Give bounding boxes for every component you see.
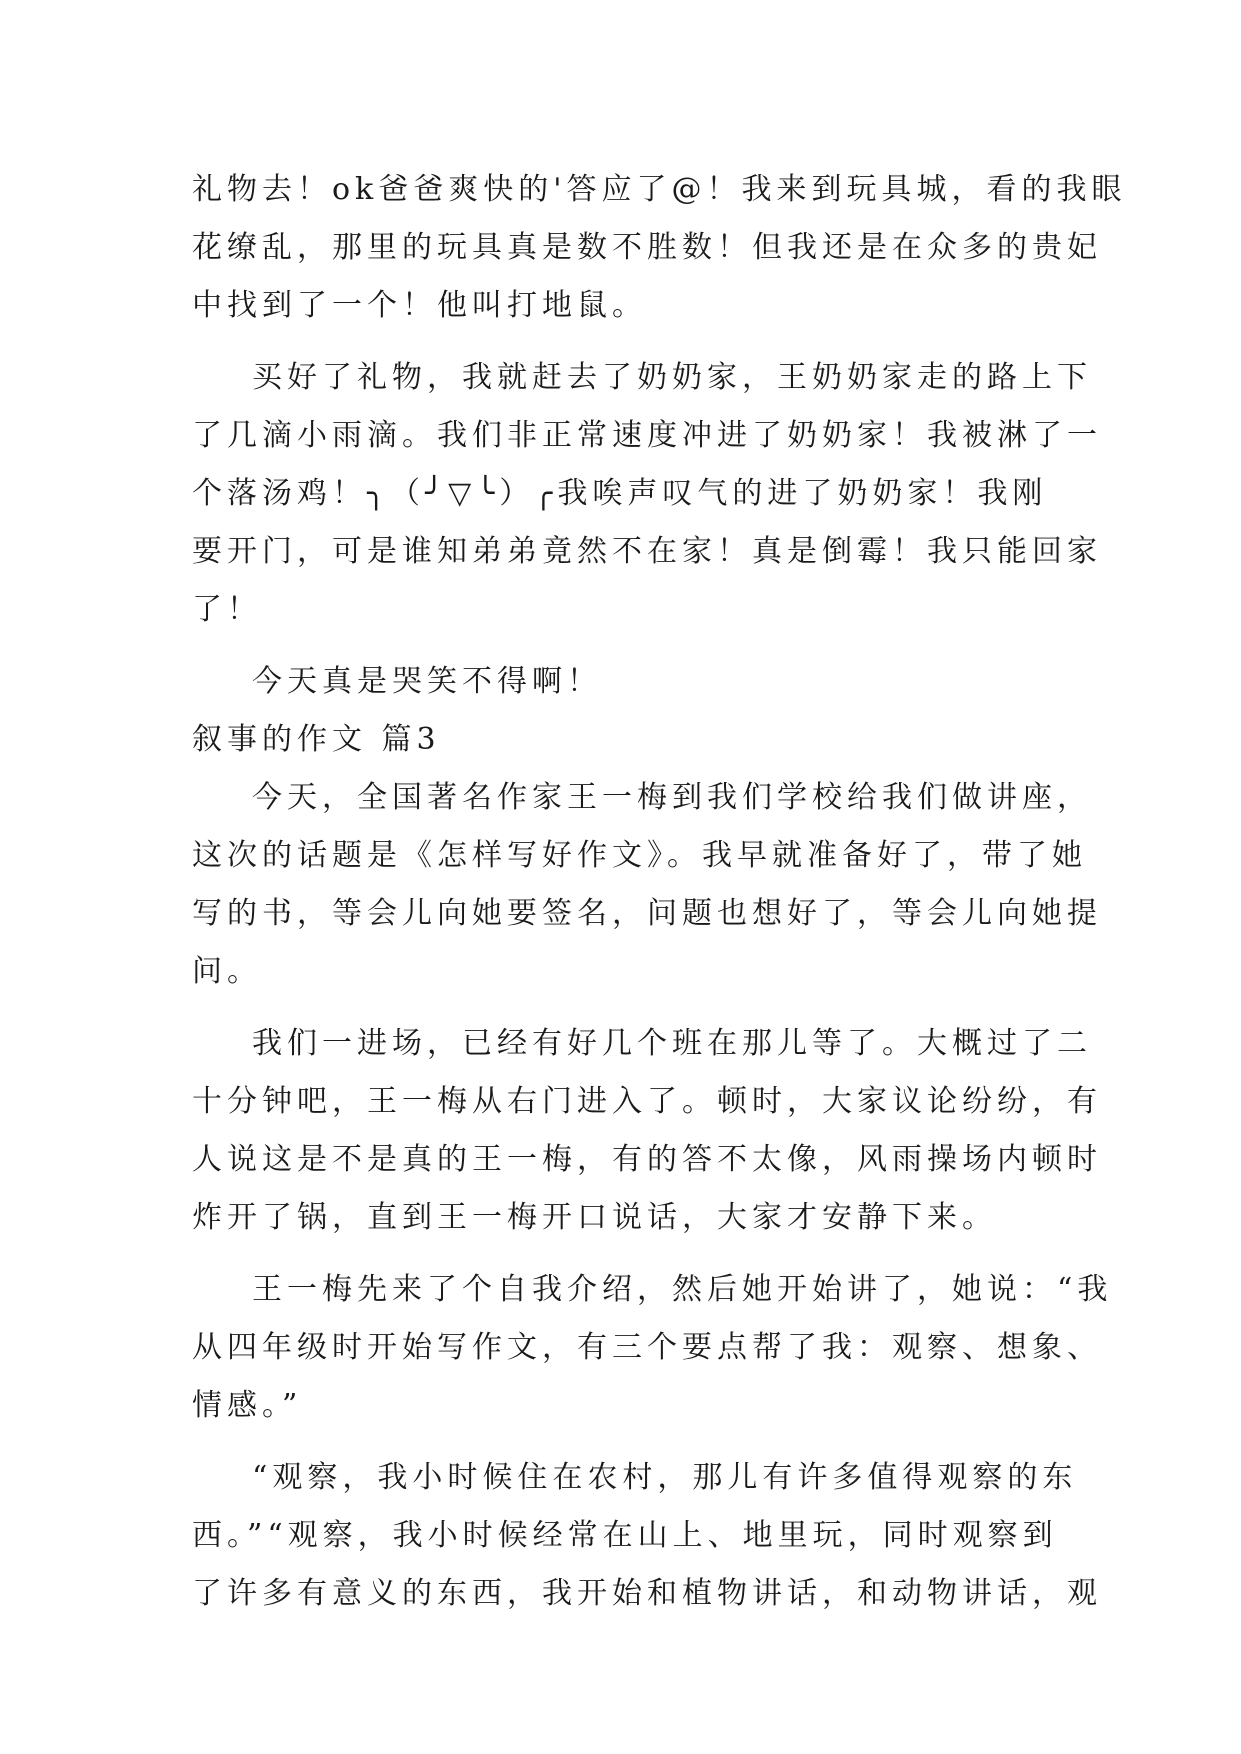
text-line: 中找到了一个！他叫打地鼠。	[192, 288, 647, 323]
text-line: 要开门，可是谁知弟弟竟然不在家！真是倒霉！我只能回家	[192, 534, 1102, 569]
text-line: 情感。”	[192, 1388, 303, 1423]
paragraph-first-line: “观察，我小时候住在农村，那儿有许多值得观察的东	[252, 1460, 1078, 1495]
section-heading: 叙事的作文 篇3	[192, 722, 441, 757]
text-line: 了！	[192, 592, 262, 627]
text-line: 炸开了锅，直到王一梅开口说话，大家才安静下来。	[192, 1200, 997, 1235]
text-line: 花缭乱，那里的玩具真是数不胜数！但我还是在众多的贵妃	[192, 230, 1102, 265]
paragraph-first-line: 今天真是哭笑不得啊！	[252, 664, 602, 699]
paragraph-first-line: 王一梅先来了个自我介绍，然后她开始讲了，她说：“我	[252, 1272, 1113, 1307]
text-line: 从四年级时开始写作文，有三个要点帮了我：观察、想象、	[192, 1330, 1102, 1365]
text-line: 人说这是不是真的王一梅，有的答不太像，风雨操场内顿时	[192, 1142, 1102, 1177]
text-line: 个落汤鸡！╮（╯▽╰）╭我唉声叹气的进了奶奶家！我刚	[192, 476, 1048, 511]
paragraph-first-line: 买好了礼物，我就赶去了奶奶家，王奶奶家走的路上下	[252, 360, 1092, 395]
text-line: 礼物去！ok爸爸爽快的'答应了@！我来到玩具城，看的我眼	[192, 172, 1127, 207]
text-line: 十分钟吧，王一梅从右门进入了。顿时，大家议论纷纷，有	[192, 1084, 1102, 1119]
text-line: 西。”“观察，我小时候经常在山上、地里玩，同时观察到	[192, 1518, 1058, 1553]
text-line: 了许多有意义的东西，我开始和植物讲话，和动物讲话，观	[192, 1576, 1102, 1611]
paragraph-first-line: 今天，全国著名作家王一梅到我们学校给我们做讲座，	[252, 780, 1092, 815]
text-line: 问。	[192, 954, 262, 989]
text-line: 这次的话题是《怎样写好作文》。我早就准备好了，带了她	[192, 838, 1087, 873]
paragraph-first-line: 我们一进场，已经有好几个班在那儿等了。大概过了二	[252, 1026, 1092, 1061]
text-line: 了几滴小雨滴。我们非正常速度冲进了奶奶家！我被淋了一	[192, 418, 1102, 453]
text-line: 写的书，等会儿向她要签名，问题也想好了，等会儿向她提	[192, 896, 1102, 931]
